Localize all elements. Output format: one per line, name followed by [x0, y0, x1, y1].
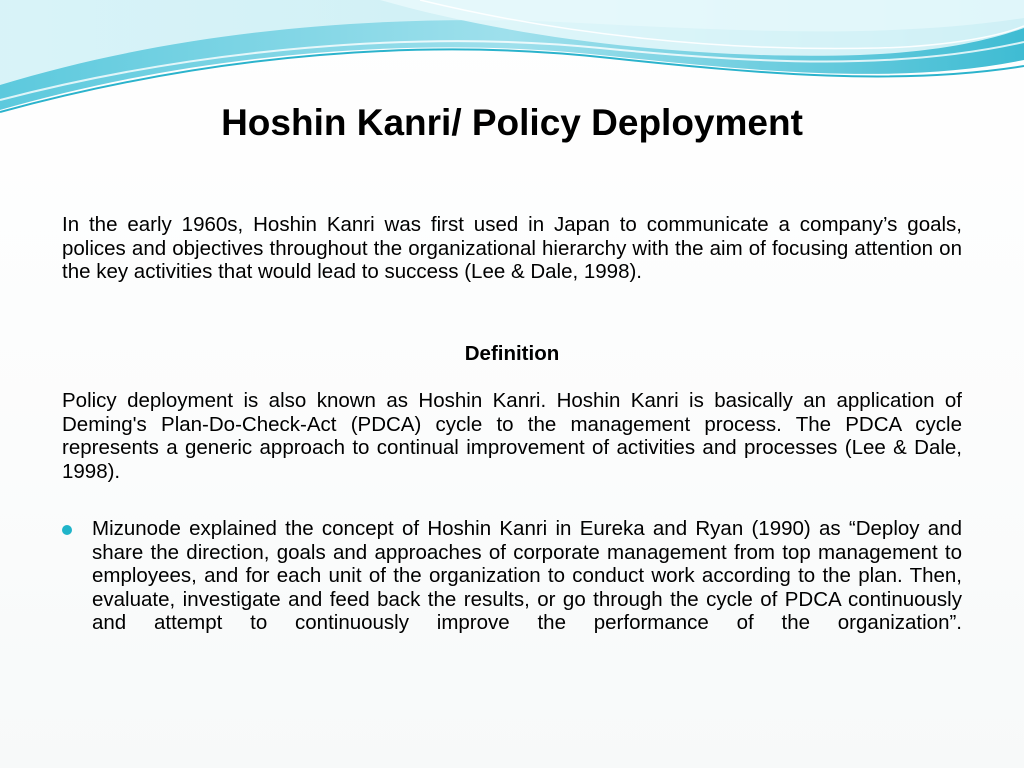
bullet-text: Mizunode explained the concept of Hoshin Kanri in Eureka and Ryan (1990) as “Deploy and share the direction, goals and approaches of corporate management from top management to employees, and for each unit of the organization to conduct work according to the plan. Then, evaluate, investigate and feed back the results, or go through the cycle of PDCA continuously and attempt to continuously improve the performance of the organization”. — [92, 517, 962, 634]
definition-paragraph: Policy deployment is also known as Hoshin Kanri. Hoshin Kanri is basically an application of Deming's Plan-Do-Check-Act (PDCA) cycle to the management process. The PDCA cycle represents a generic approach to continual improvement of activities and processes (Lee & Dale, 1998). — [62, 389, 962, 483]
bullet-dot-icon — [62, 525, 72, 535]
intro-paragraph: In the early 1960s, Hoshin Kanri was first used in Japan to communicate a company’s goals, polices and objectives throughout the organizational hierarchy with the aim of focusing attention on the key activities that would lead to success (Lee & Dale, 1998). — [62, 213, 962, 283]
definition-heading: Definition — [464, 342, 560, 365]
slide-title: Hoshin Kanri/ Policy Deployment — [221, 102, 803, 143]
bullet-item — [62, 517, 962, 635]
